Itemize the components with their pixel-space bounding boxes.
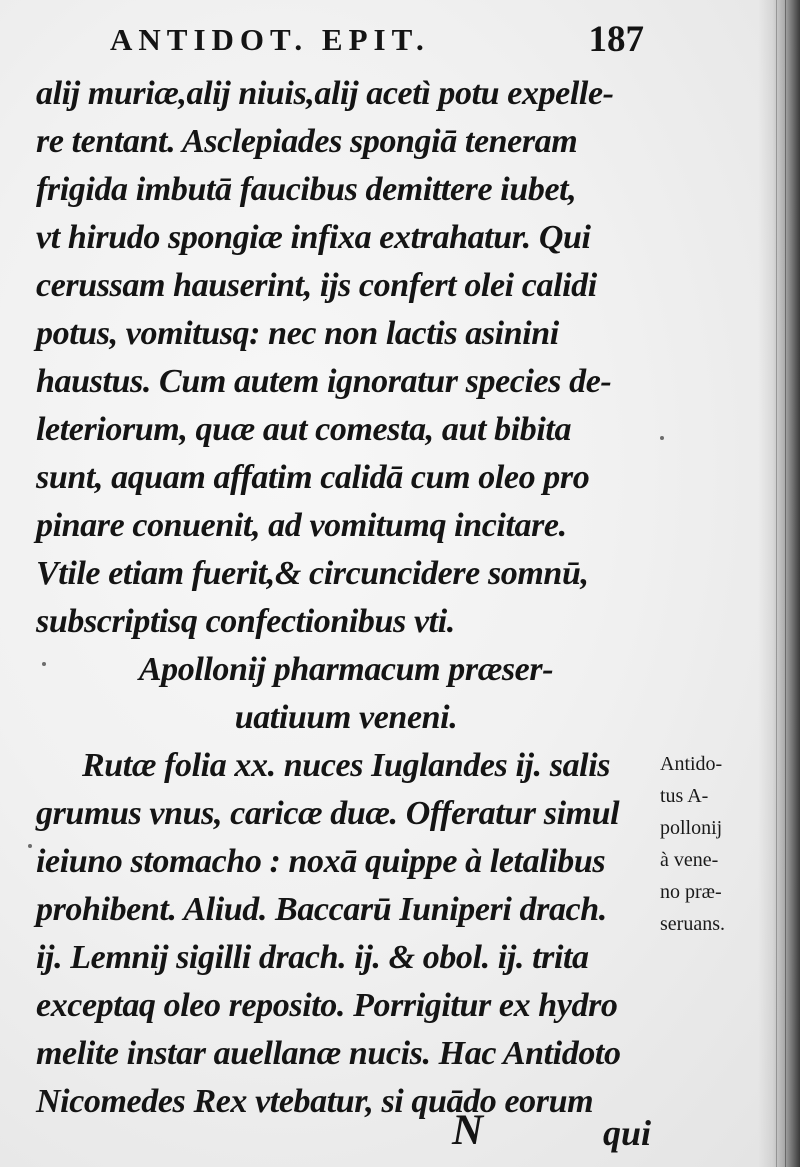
margin-note-line-6: seruans. xyxy=(660,913,725,935)
running-title: ANTIDOT. EPIT. xyxy=(110,22,430,57)
body-line-5: cerussam hauserint, ijs confert olei calidi xyxy=(36,267,597,304)
recipe-line-1: Rutæ folia xx. nuces Iuglandes ij. salis xyxy=(82,747,611,784)
recipe-text-block xyxy=(36,742,656,1126)
page-number: 187 xyxy=(588,19,644,60)
signature-mark: N xyxy=(452,1107,484,1154)
ink-speck xyxy=(42,662,46,666)
body-line-3: frigida imbutā faucibus demittere iubet, xyxy=(36,171,577,208)
catchword: qui xyxy=(603,1113,652,1153)
recipe-line-6: exceptaq oleo reposito. Porrigitur ex hydro xyxy=(36,987,618,1024)
main-text-block xyxy=(36,70,656,742)
recipe-line-3: ieiuno stomacho : noxā quippe à letalibus xyxy=(36,843,606,880)
running-header xyxy=(110,18,670,62)
body-line-2: re tentant. Asclepiades spongiā teneram xyxy=(36,123,578,160)
body-line-11: Vtile etiam fuerit,& circuncidere somnū, xyxy=(36,555,589,592)
body-line-1: alij muriæ,alij niuis,alij acetì potu expelle- xyxy=(36,75,614,112)
margin-note-line-5: no præ- xyxy=(660,881,722,903)
section-heading-line-1: Apollonij pharmacum præser- xyxy=(138,651,554,688)
ink-speck xyxy=(660,436,664,440)
body-line-10: pinare conuenit, ad vomitumq incitare. xyxy=(36,507,567,544)
page-edge-lines xyxy=(776,0,786,1167)
body-line-8: leteriorum, quæ aut comesta, aut bibita xyxy=(36,411,572,448)
margin-note-line-4: à vene- xyxy=(660,849,719,871)
body-line-9: sunt, aquam affatim calidā cum oleo pro xyxy=(36,459,590,496)
body-line-4: vt hirudo spongiæ infixa extrahatur. Qui xyxy=(36,219,591,256)
margin-note-line-2: tus A- xyxy=(660,785,709,807)
margin-note-line-3: pollonij xyxy=(660,817,723,839)
section-heading-line-2: uatiuum veneni. xyxy=(234,699,458,736)
margin-note-line-1: Antido- xyxy=(660,753,723,775)
recipe-line-4: prohibent. Aliud. Baccarū Iuniperi drach. xyxy=(36,891,607,928)
recipe-line-8: Nicomedes Rex vtebatur, si quādo eorum xyxy=(36,1083,594,1120)
recipe-line-2: grumus vnus, caricæ duæ. Offeratur simul xyxy=(36,795,620,832)
margin-note xyxy=(660,748,780,940)
ink-speck xyxy=(28,844,32,848)
body-line-12: subscriptisq confectionibus vti. xyxy=(36,603,455,640)
recipe-line-5: ij. Lemnij sigilli drach. ij. & obol. ij. trita xyxy=(36,939,589,976)
body-line-7: haustus. Cum autem ignoratur species de- xyxy=(36,363,612,400)
body-line-6: potus, vomitusq: nec non lactis asinini xyxy=(36,315,559,352)
recipe-line-7: melite instar auellanæ nucis. Hac Antidoto xyxy=(36,1035,621,1072)
